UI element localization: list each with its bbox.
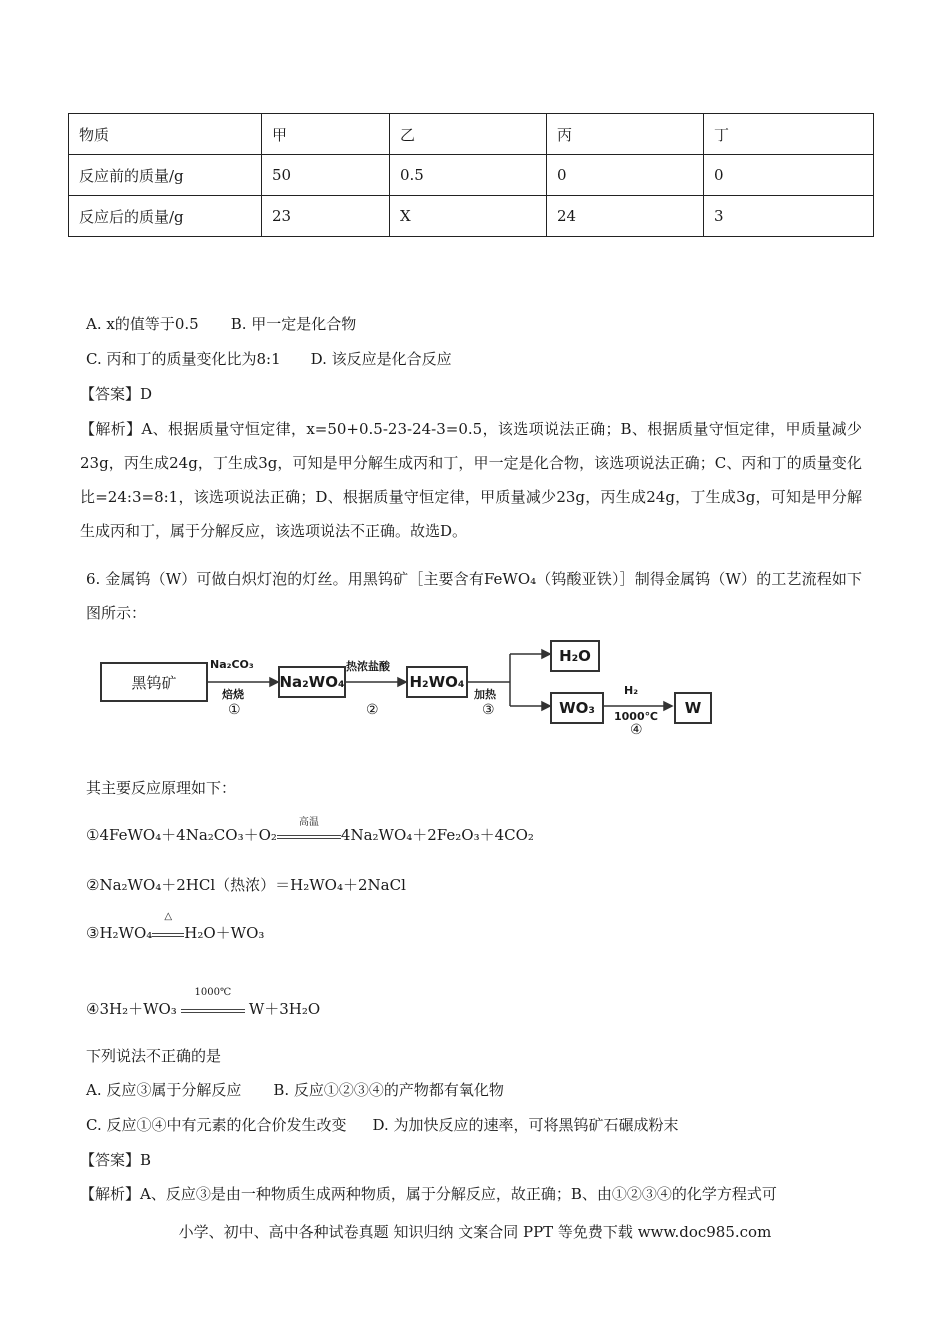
q6-options-ab xyxy=(86,1080,504,1100)
table-row xyxy=(69,196,874,237)
q6-analysis: 【解析】A、反应③是由一种物质生成两种物质，属于分解反应，故正确；B、由①②③④的化学方程式可 xyxy=(80,1185,777,1203)
q6-option-a: A. 反应③属于分解反应 xyxy=(86,1081,242,1099)
equation-1 xyxy=(86,817,534,845)
q6-option-d: D. 为加快反应的速率，可将黑钨矿石碾成粉末 xyxy=(372,1116,679,1134)
flow-box-tungsten: W xyxy=(674,692,712,724)
q5-option-d: D. 该反应是化合反应 xyxy=(310,350,452,368)
q5-option-a: A. x的值等于0.5 xyxy=(86,315,199,333)
equation-4-left: ④3H₂＋WO₃ xyxy=(86,1000,177,1018)
q5-analysis: 【解析】A、根据质量守恒定律，x=50+0.5-23-24-3=0.5，该选项说法正确；B、根据质量守恒定律，甲质量减少23g，丙生成24g，丁生成3g，可知是甲分解生成丙和丁，甲一定是化合物，该选项说法正确；C、丙和丁的质量变化比=24:3=8:1，该选项说法正确；D、根据质量守恒定律，甲质量减少23g，丙生成24g，丁生成3g，可知是甲分解生成丙和丁，属于分解反应，该选项说法不正确。故选D。 xyxy=(80,420,862,540)
table-row xyxy=(69,155,874,196)
equation-4-right: W＋3H₂O xyxy=(248,1000,321,1018)
condition-label: 高温 xyxy=(298,817,319,828)
step1-condition: 焙烧 xyxy=(222,688,244,701)
q5-options-ab xyxy=(86,314,356,334)
table-cell: 50 xyxy=(262,155,390,196)
table-cell: 物质 xyxy=(69,114,262,155)
q6-options-cd xyxy=(86,1115,679,1135)
table-cell: 乙 xyxy=(390,114,547,155)
condition-label: 1000℃ xyxy=(194,987,232,998)
equation-3 xyxy=(86,911,265,943)
table-cell: 0 xyxy=(547,155,704,196)
page-footer: 小学、初中、高中各种试卷真题 知识归纳 文案合同 PPT 等免费下载 www.doc985.com xyxy=(178,1223,772,1241)
table-row xyxy=(69,114,874,155)
flow-box-wolframite: 黑钨矿 xyxy=(100,662,208,702)
reaction-condition xyxy=(152,911,184,941)
table-cell: X xyxy=(390,196,547,237)
table-cell: 甲 xyxy=(262,114,390,155)
step1-number: ① xyxy=(228,702,241,718)
equation-1-left: ①4FeWO₄＋4Na₂CO₃＋O₂ xyxy=(86,826,277,844)
q6-stem: 6. 金属钨（W）可做白炽灯泡的灯丝。用黑钨矿［主要含有FeWO₄（钨酸亚铁）］制得金属钨（W）的工艺流程如下图所示： xyxy=(86,570,862,622)
step4-reagent: H₂ xyxy=(624,684,639,697)
equation-1-right: 4Na₂WO₄＋2Fe₂O₃＋4CO₂ xyxy=(340,826,534,844)
reaction-condition xyxy=(277,817,341,843)
table-cell: 反应后的质量/g xyxy=(69,196,262,237)
equation-4 xyxy=(86,987,321,1019)
equation-3-left: ③H₂WO₄ xyxy=(86,924,153,942)
q5-options-cd xyxy=(86,349,452,369)
q5-option-b: B. 甲一定是化合物 xyxy=(230,315,357,333)
table-cell: 丁 xyxy=(704,114,874,155)
flow-box-water: H₂O xyxy=(550,640,600,672)
step4-number: ④ xyxy=(630,722,643,738)
table-cell: 0 xyxy=(704,155,874,196)
principle-intro: 其主要反应原理如下： xyxy=(86,779,237,797)
q6-answer: 【答案】B xyxy=(80,1151,152,1169)
table-cell: 丙 xyxy=(547,114,704,155)
process-flow-diagram xyxy=(98,634,718,740)
q5-answer: 【答案】D xyxy=(80,385,153,403)
q6-option-b: B. 反应①②③④的产物都有氧化物 xyxy=(273,1081,504,1099)
q6-question: 下列说法不正确的是 xyxy=(86,1047,222,1065)
step3-number: ③ xyxy=(482,702,495,718)
step3-condition: 加热 xyxy=(474,688,496,701)
flow-box-tungstic-acid: H₂WO₄ xyxy=(406,666,468,698)
flow-box-sodium-tungstate: Na₂WO₄ xyxy=(278,666,346,698)
q6-option-c: C. 反应①④中有元素的化合价发生改变 xyxy=(86,1116,347,1134)
equation-2: ②Na₂WO₄＋2HCl（热浓）＝H₂WO₄＋2NaCl xyxy=(86,876,406,894)
table-cell: 23 xyxy=(262,196,390,237)
step4-condition: 1000℃ xyxy=(614,710,658,723)
table-cell: 反应前的质量/g xyxy=(69,155,262,196)
table-cell: 3 xyxy=(704,196,874,237)
flow-box-tungsten-trioxide: WO₃ xyxy=(550,692,604,724)
step2-reagent: 热浓盐酸 xyxy=(346,660,390,673)
condition-label: △ xyxy=(164,911,173,922)
step2-number: ② xyxy=(366,702,379,718)
step1-reagent: Na₂CO₃ xyxy=(210,658,254,671)
table-cell: 24 xyxy=(547,196,704,237)
equation-3-right: H₂O＋WO₃ xyxy=(184,924,265,942)
mass-table xyxy=(68,113,874,237)
reaction-condition xyxy=(181,987,245,1017)
q5-option-c: C. 丙和丁的质量变化比为8:1 xyxy=(86,350,281,368)
table-cell: 0.5 xyxy=(390,155,547,196)
